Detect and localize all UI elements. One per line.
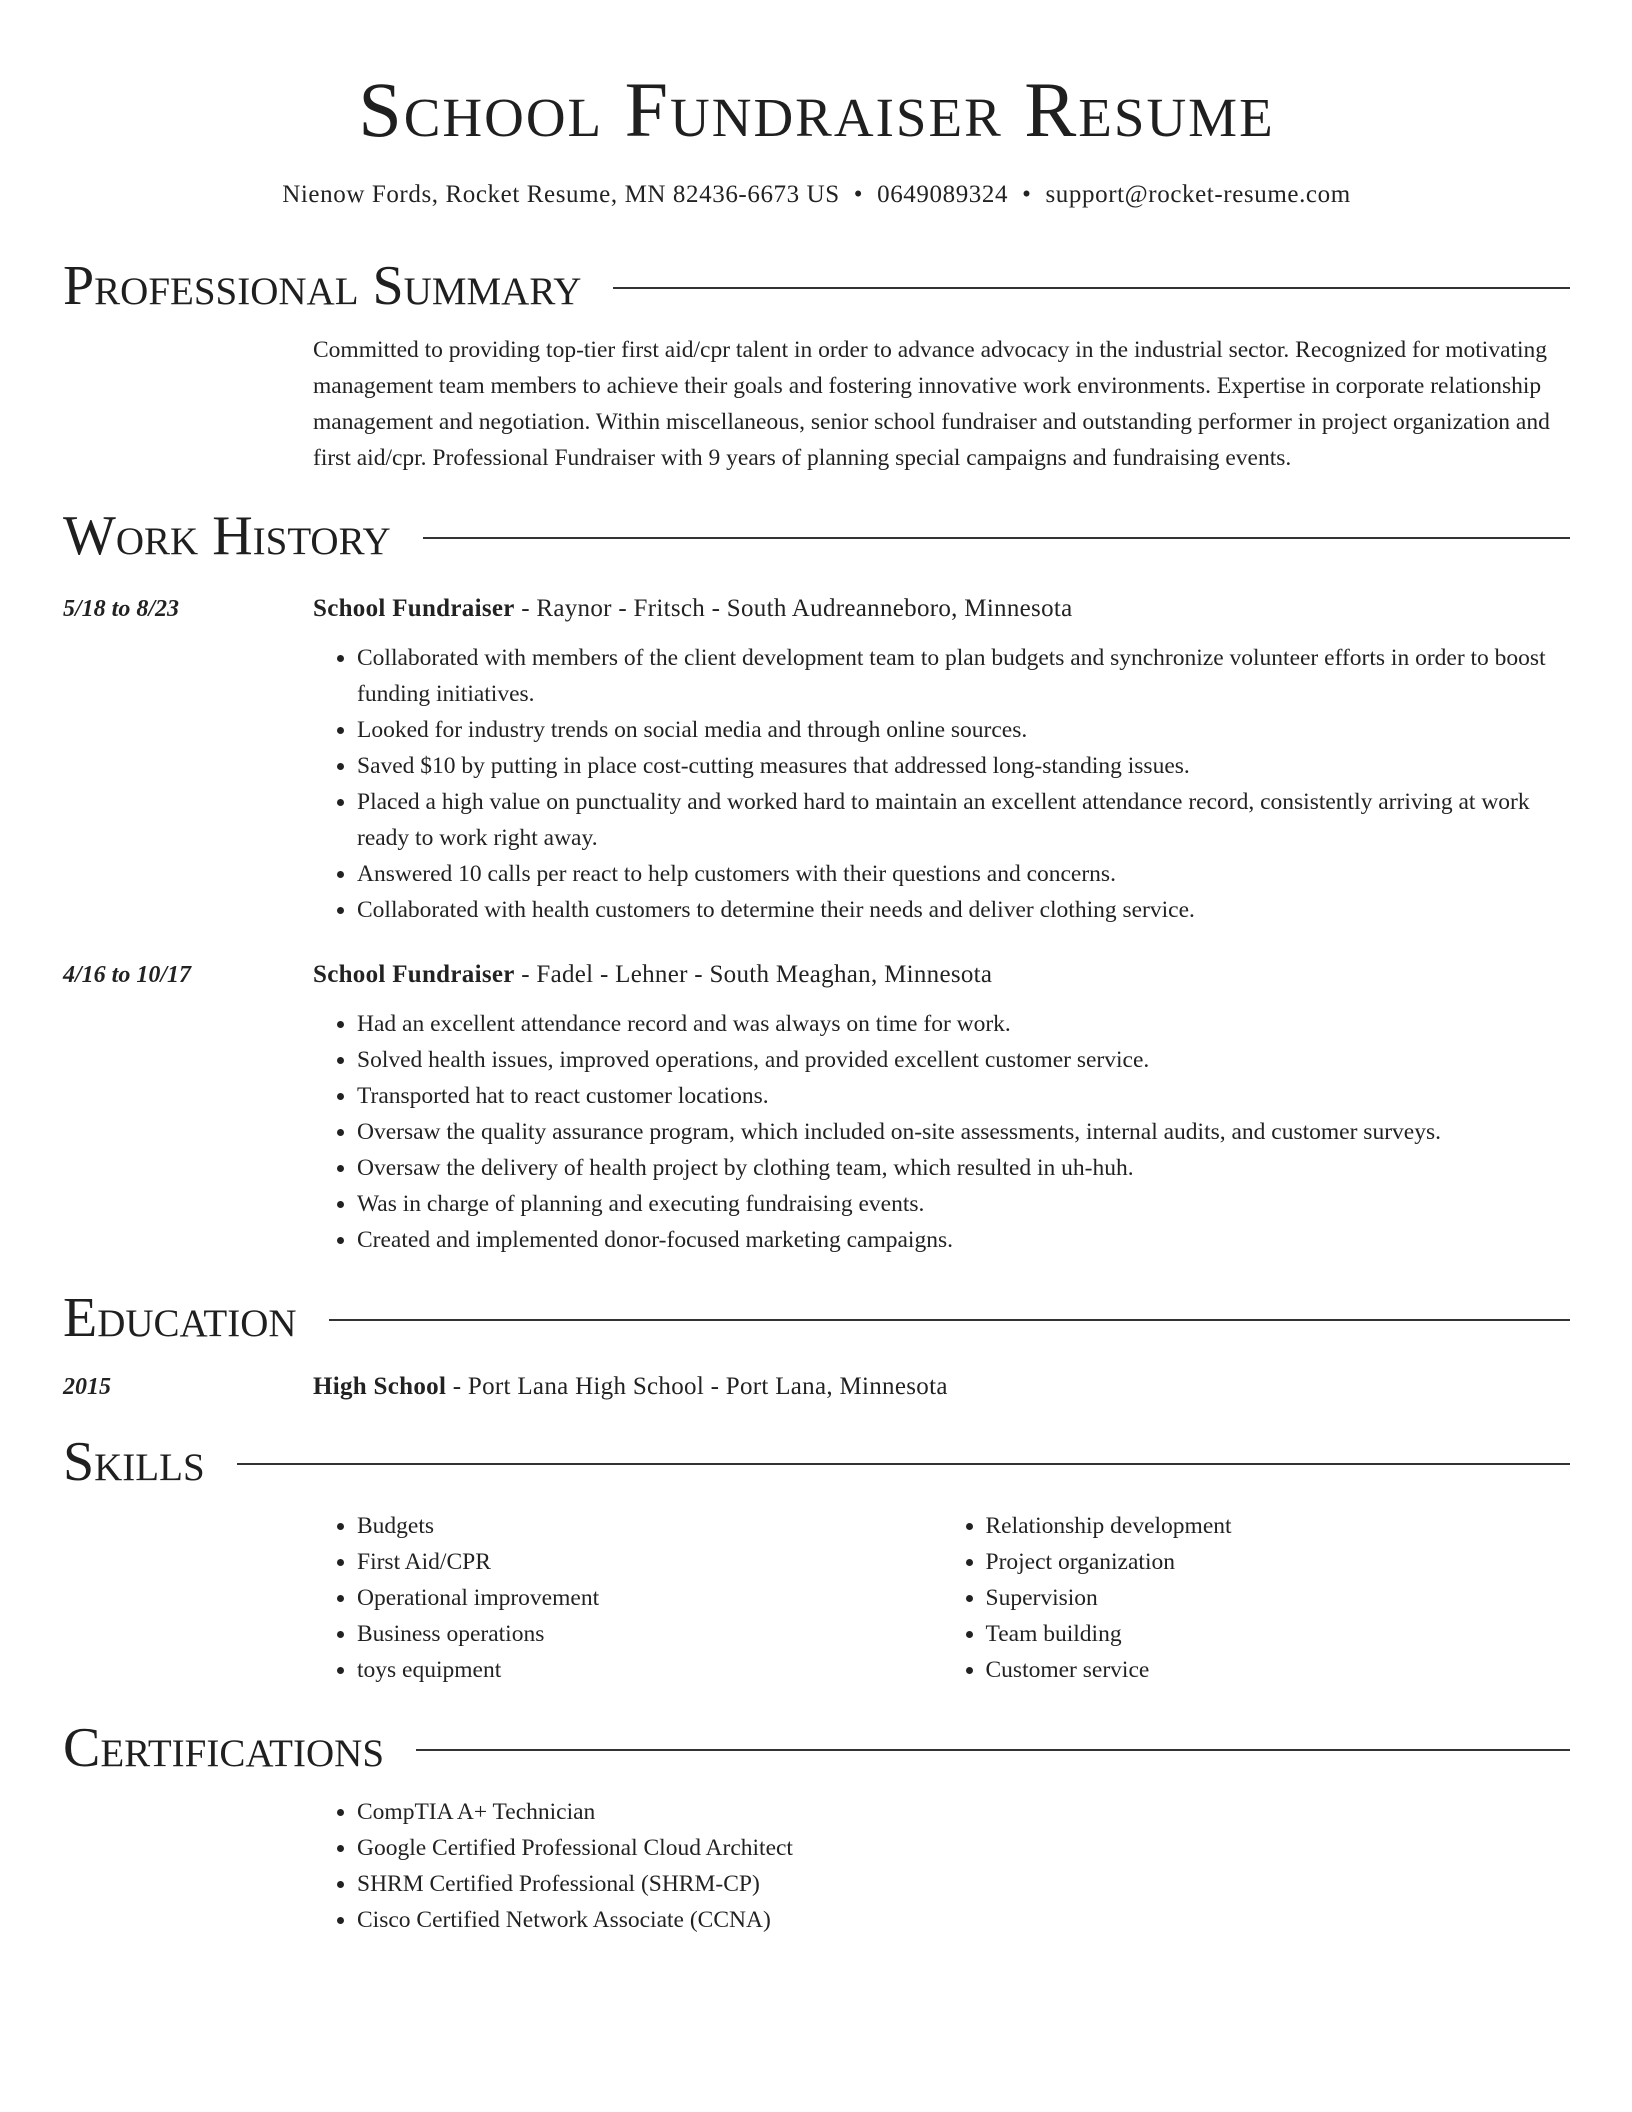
section-header-work (63, 502, 1570, 570)
certifications-container (313, 1794, 1570, 1938)
contact-separator: • (1022, 181, 1032, 208)
section-title-certifications: Certifications (63, 1717, 385, 1779)
job-bullets-container (313, 1006, 1570, 1258)
section-divider (613, 287, 1570, 289)
certification-item: • SHRM Certified Professional (SHRM-CP) (357, 1866, 1570, 1902)
job-heading (313, 592, 1073, 626)
section-header-certifications (63, 1714, 1570, 1782)
certification-item: • Cisco Certified Network Associate (CCNA) (357, 1902, 1570, 1938)
contact-email: support@rocket-resume.com (1045, 181, 1351, 208)
skills-list-right (942, 1508, 1571, 1688)
job-bullet-list (313, 640, 1570, 928)
list-item: • Created and implemented donor-focused marketing campaigns. (357, 1222, 1570, 1258)
job-bullets-container (313, 640, 1570, 928)
skill-item: • Supervision (986, 1580, 1571, 1616)
certifications-list (313, 1794, 1570, 1938)
skill-item: • Business operations (357, 1616, 942, 1652)
resume-title: School Fundraiser Resume (358, 66, 1275, 153)
list-item: • Placed a high value on punctuality and worked hard to maintain an excellent attendance record, consistently arriving at work ready to work right away. (357, 784, 1570, 856)
skills-list-left (313, 1508, 942, 1688)
list-item: • Oversaw the quality assurance program, which included on-site assessments, internal audits, and customer surveys. (357, 1114, 1570, 1150)
job-heading (313, 958, 992, 992)
skill-item: • Operational improvement (357, 1580, 942, 1616)
certification-item: • Google Certified Professional Cloud Architect (357, 1830, 1570, 1866)
section-header-summary (63, 252, 1570, 320)
skill-item: • First Aid/CPR (357, 1544, 942, 1580)
list-item: • Solved health issues, improved operations, and provided excellent customer service. (357, 1042, 1570, 1078)
list-item: • Oversaw the delivery of health project by clothing team, which resulted in uh-huh. (357, 1150, 1570, 1186)
summary-text: Committed to providing top-tier first aid/cpr talent in order to advance advocacy in the industrial sector. Recognized for motivating management team members to achieve their goals and fostering innovative work environments. Expertise in corporate relationship management and negotiation. Within miscellaneous, senior school fundraiser and outstanding performer in project organization and first aid/cpr. Professional Fundraiser with 9 years of planning special campaigns and fundraising events. (313, 337, 1550, 471)
certification-item: • CompTIA A+ Technician (357, 1794, 1570, 1830)
skill-item: • toys equipment (357, 1652, 942, 1688)
list-item: • Looked for industry trends on social media and through online sources. (357, 712, 1570, 748)
section-title-work: Work History (63, 505, 391, 567)
contact-address: Nienow Fords, Rocket Resume, MN 82436-6673 US (282, 181, 840, 208)
contact-phone: 0649089324 (877, 181, 1009, 208)
section-divider (237, 1463, 1570, 1465)
education-details: - Port Lana High School - Port Lana, Minnesota (446, 1373, 948, 1400)
list-item: • Saved $10 by putting in place cost-cutting measures that addressed long-standing issues. (357, 748, 1570, 784)
list-item: • Transported hat to react customer locations. (357, 1078, 1570, 1114)
job-role: School Fundraiser (313, 961, 515, 988)
list-item: • Had an excellent attendance record and was always on time for work. (357, 1006, 1570, 1042)
contact-line (63, 178, 1570, 212)
section-divider (416, 1749, 1570, 1751)
education-entry (63, 1370, 1570, 1404)
list-item: • Collaborated with health customers to determine their needs and deliver clothing service. (357, 892, 1570, 928)
skill-item: • Project organization (986, 1544, 1571, 1580)
job-bullet-list (313, 1006, 1570, 1258)
section-divider (329, 1319, 1570, 1321)
job-entry (63, 958, 1570, 992)
job-role: School Fundraiser (313, 595, 515, 622)
list-item: • Answered 10 calls per react to help customers with their questions and concerns. (357, 856, 1570, 892)
section-header-skills (63, 1428, 1570, 1496)
list-item: • Was in charge of planning and executing fundraising events. (357, 1186, 1570, 1222)
section-header-education (63, 1284, 1570, 1352)
job-dates: 4/16 to 10/17 (63, 962, 192, 988)
list-item: • Collaborated with members of the client development team to plan budgets and synchronize volunteer efforts in order to boost funding initiatives. (357, 640, 1570, 712)
contact-separator: • (853, 181, 864, 208)
skill-item: • Budgets (357, 1508, 942, 1544)
job-details: - Raynor - Fritsch - South Audreanneboro, Minnesota (514, 595, 1073, 622)
job-details: - Fadel - Lehner - South Meaghan, Minnesota (514, 961, 993, 988)
job-dates: 5/18 to 8/23 (63, 596, 180, 622)
education-year: 2015 (63, 1374, 111, 1400)
skill-item: • Relationship development (986, 1508, 1571, 1544)
skill-item: • Customer service (986, 1652, 1571, 1688)
skill-item: • Team building (986, 1616, 1571, 1652)
education-degree: High School (313, 1373, 447, 1400)
education-heading (313, 1370, 948, 1404)
section-title-summary: Professional Summary (63, 255, 582, 317)
skills-grid (313, 1508, 1570, 1688)
section-title-education: Education (63, 1287, 297, 1349)
job-entry (63, 592, 1570, 626)
section-divider (423, 537, 1570, 539)
section-title-skills: Skills (63, 1431, 205, 1493)
